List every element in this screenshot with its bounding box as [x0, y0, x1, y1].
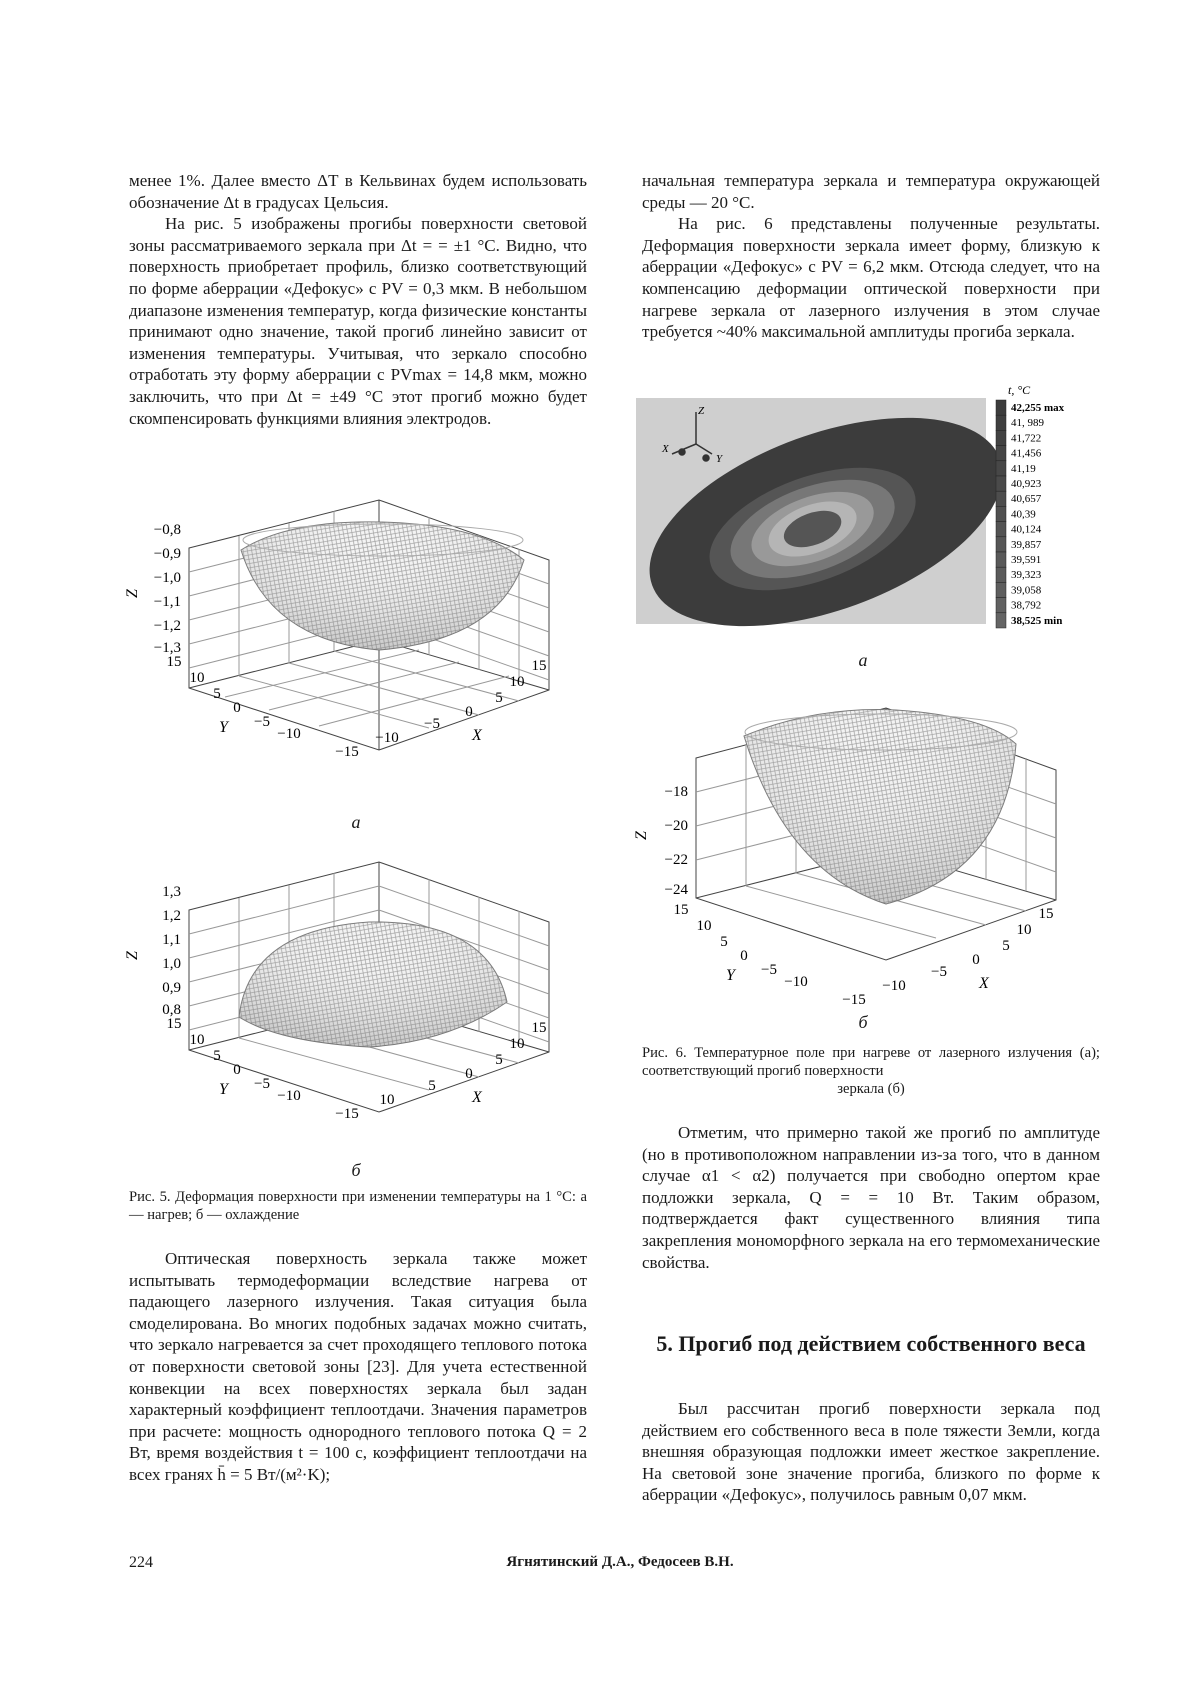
svg-text:−5: −5: [254, 714, 270, 730]
legend-swatch: [996, 522, 1006, 537]
left-column-bottom: [129, 1248, 587, 1486]
y-ticks: [674, 902, 808, 990]
legend-swatch: [996, 552, 1006, 567]
surface-plot-5b: [124, 842, 589, 1162]
svg-text:15: 15: [166, 1016, 182, 1032]
x-axis-label: X: [472, 1089, 482, 1106]
svg-text:15: 15: [673, 902, 689, 918]
svg-text:−0,8: −0,8: [153, 522, 181, 538]
svg-text:−10: −10: [277, 726, 301, 742]
y-axis-label: Y: [726, 967, 735, 984]
svg-text:5: 5: [495, 690, 503, 706]
figure-label: б: [858, 1012, 868, 1032]
paragraph: менее 1%. Далее вместо ΔT в Кельвинах будем использовать обозначение Δt в градусах Цельсия.: [129, 171, 587, 212]
section-heading: 5. Прогиб под действием собственного веса: [656, 1331, 1086, 1356]
color-legend: [996, 400, 1065, 628]
z-axis-label: Z: [124, 589, 141, 598]
legend-label: 40,657: [1011, 493, 1042, 506]
axis-label: Y: [716, 453, 723, 465]
svg-text:−15: −15: [842, 992, 866, 1008]
svg-text:−5: −5: [254, 1076, 270, 1092]
svg-text:−1,3: −1,3: [153, 640, 181, 656]
z-ticks: [154, 522, 181, 656]
legend-label: 40,39: [1011, 508, 1036, 521]
svg-text:0: 0: [233, 700, 241, 716]
legend-label: 38,525 min: [1011, 614, 1063, 627]
svg-text:−10: −10: [375, 730, 399, 746]
surface-plot-5a: [124, 490, 589, 810]
svg-text:5: 5: [428, 1078, 436, 1094]
figure-5b: [124, 842, 589, 1167]
legend-label: 39,058: [1011, 584, 1042, 597]
svg-text:5: 5: [213, 1048, 221, 1064]
svg-text:−10: −10: [784, 974, 808, 990]
legend-label: 40,923: [1011, 478, 1042, 490]
x-ticks: [335, 658, 546, 760]
svg-text:0: 0: [740, 948, 748, 964]
svg-text:−5: −5: [761, 962, 777, 978]
paragraph: Оптическая поверхность зеркала также может испытывать термодеформации вследствие нагрева от падающего лазерного излучения. Такая ситуация была смоделирована. Во многих подобных задачах можно считать, что зеркало нагревается за счет проходящего теплового потока от поверхности световой зоны [23]. Для учета естественной конвекции на всех поверхностях зеркала был задан характерный коэффициент теплоотдачи. Значения параметров при расчете: мощность однородного теплового потока Q = 2 Вт, время воздействия t = 100 с, коэффициент теплоотдачи на всех гранях h̄ = 5 Вт/(м²·K);: [129, 1249, 587, 1484]
right-column-bottom: [642, 1398, 1100, 1506]
y-axis-label: Y: [219, 719, 228, 736]
svg-text:0: 0: [972, 952, 980, 968]
svg-text:1,1: 1,1: [162, 932, 181, 948]
svg-text:15: 15: [1038, 906, 1054, 922]
figure-6b: [633, 692, 1096, 1017]
svg-text:1,2: 1,2: [162, 908, 181, 924]
svg-text:15: 15: [531, 658, 547, 674]
svg-text:0: 0: [465, 1066, 473, 1082]
svg-text:10: 10: [509, 1036, 525, 1052]
paragraph: Отметим, что примерно такой же прогиб по амплитуде (но в противоположном направлении из-за того, что в данном случае α1 < α2) получается при свободно опертом крае подложки зеркала, Q = = 10 Вт. Таким образом, подтверждается факт существенного влияния типа закрепления мономорфного зеркала на его термомеханические свойства.: [642, 1123, 1100, 1272]
surface-plot-6b: [633, 692, 1096, 1012]
figure-label: а: [858, 650, 868, 670]
svg-text:10: 10: [1016, 922, 1032, 938]
legend-swatch: [996, 598, 1006, 613]
svg-text:15: 15: [166, 654, 182, 670]
legend-label: 41,722: [1011, 432, 1042, 445]
svg-text:10: 10: [189, 670, 205, 686]
legend-label: 39,591: [1011, 554, 1042, 566]
legend-label: 41,19: [1011, 462, 1036, 475]
svg-text:−10: −10: [277, 1088, 301, 1104]
legend-label: 42,255 max: [1011, 402, 1065, 414]
svg-text:5: 5: [1002, 938, 1010, 954]
paragraph: На рис. 5 изображены прогибы поверхности световой зоны рассматриваемого зеркала при Δt = = ±1 °С. Видно, что поверхность приобретает профиль, близко соответствующий по форме аберрации «Дефокус» с PV = 0,3 мкм. В небольшом диапазоне изменения температур, когда физические константы принимают одно значение, такой прогиб линейно зависит от изменения температуры. Учитывая, что зеркало способно отработать эту форму аберрации с PVmax = 14,8 мкм, можно заключить, что при Δt = ±49 °С этот прогиб можно будет скомпенсировать функциями влияния электродов.: [129, 214, 587, 428]
z-ticks: [162, 884, 181, 1018]
legend-title: t, °C: [1008, 383, 1031, 397]
svg-text:5: 5: [720, 934, 728, 950]
svg-text:15: 15: [531, 1020, 547, 1036]
figure-label: б: [351, 1160, 361, 1180]
figure-6-caption: [642, 1044, 1100, 1098]
svg-text:−15: −15: [335, 744, 359, 760]
legend-swatch: [996, 537, 1006, 552]
temperature-field: [636, 382, 1096, 642]
svg-text:−1,0: −1,0: [153, 570, 181, 586]
svg-text:−1,2: −1,2: [153, 618, 181, 634]
axis-label: Z: [698, 405, 705, 417]
svg-text:1,0: 1,0: [162, 956, 181, 972]
svg-text:−24: −24: [664, 882, 688, 898]
y-ticks: [167, 654, 301, 742]
legend-swatch: [996, 430, 1006, 445]
caption-line: зеркала (б): [837, 1081, 905, 1097]
svg-text:−5: −5: [931, 964, 947, 980]
svg-text:0,9: 0,9: [162, 980, 181, 996]
svg-text:−22: −22: [664, 852, 688, 868]
legend-label: 39,857: [1011, 538, 1042, 551]
svg-text:0: 0: [233, 1062, 241, 1078]
legend-swatch: [996, 476, 1006, 491]
legend-swatch: [996, 415, 1006, 430]
legend-swatch: [996, 567, 1006, 582]
left-column: [129, 170, 587, 429]
svg-text:0,8: 0,8: [162, 1002, 181, 1018]
right-column-middle: [642, 1122, 1100, 1273]
legend-swatch: [996, 461, 1006, 476]
z-ticks: [665, 784, 689, 898]
x-axis-label: X: [979, 975, 989, 992]
figure-5-caption: Рис. 5. Деформация поверхности при изменении температуры на 1 °С: а — нагрев; б — охлаждение: [129, 1189, 587, 1223]
legend-label: 40,124: [1011, 523, 1042, 536]
x-axis-label: X: [472, 727, 482, 744]
legend-swatch: [996, 506, 1006, 521]
svg-text:−18: −18: [664, 784, 688, 800]
svg-text:10: 10: [696, 918, 712, 934]
y-axis-label: Y: [219, 1081, 228, 1098]
legend-swatch: [996, 613, 1006, 628]
svg-text:−15: −15: [335, 1106, 359, 1122]
svg-text:1,3: 1,3: [162, 884, 181, 900]
figure-5a: [124, 490, 589, 815]
legend-swatch: [996, 400, 1006, 415]
right-column: [642, 170, 1100, 343]
paragraph: начальная температура зеркала и температура окружающей среды — 20 °С.: [642, 171, 1100, 212]
svg-text:5: 5: [495, 1052, 503, 1068]
legend-label: 41,456: [1011, 447, 1042, 460]
z-axis-label: Z: [633, 831, 650, 840]
legend-label: 39,323: [1011, 569, 1042, 582]
svg-text:10: 10: [509, 674, 525, 690]
svg-text:−0,9: −0,9: [153, 546, 181, 562]
running-footer-authors: Ягнятинский Д.А., Федосеев В.Н.: [506, 1554, 734, 1570]
figure-6a: [636, 382, 1096, 647]
caption-line: Рис. 6. Температурное поле при нагреве от лазерного излучения (а); соответствующий прогиб поверхности: [642, 1045, 1100, 1079]
legend-swatch: [996, 491, 1006, 506]
svg-text:0: 0: [465, 704, 473, 720]
page-number: 224: [129, 1554, 153, 1571]
legend-label: 41, 989: [1011, 417, 1044, 430]
svg-text:−1,1: −1,1: [153, 594, 181, 610]
svg-text:−10: −10: [882, 978, 906, 994]
svg-text:−20: −20: [664, 818, 688, 834]
svg-text:−5: −5: [424, 716, 440, 732]
paragraph: На рис. 6 представлены полученные результаты. Деформация поверхности зеркала имеет форму, близкую к аберрации «Дефокус» с PV = 6,2 мкм. Отсюда следует, что на компенсацию деформации оптической поверхности при нагреве зеркала от лазерного излучения в этом случае требуется ~40% максимальной амплитуды прогиба зеркала.: [642, 214, 1100, 342]
legend-swatch: [996, 446, 1006, 461]
axis-label: X: [662, 443, 669, 455]
svg-text:10: 10: [379, 1092, 395, 1108]
legend-swatch: [996, 582, 1006, 597]
paragraph: Был рассчитан прогиб поверхности зеркала под действием его собственного веса в поле тяжести Земли, когда внешняя образующая подложки имеет жесткое закрепление. На световой зоне значение прогиба, близкого по форме к аберрации «Дефокус», получилось равным 0,07 мкм.: [642, 1399, 1100, 1505]
figure-label: а: [351, 812, 361, 832]
svg-text:5: 5: [213, 686, 221, 702]
svg-text:10: 10: [189, 1032, 205, 1048]
legend-label: 38,792: [1011, 599, 1042, 612]
z-axis-label: Z: [124, 951, 141, 960]
